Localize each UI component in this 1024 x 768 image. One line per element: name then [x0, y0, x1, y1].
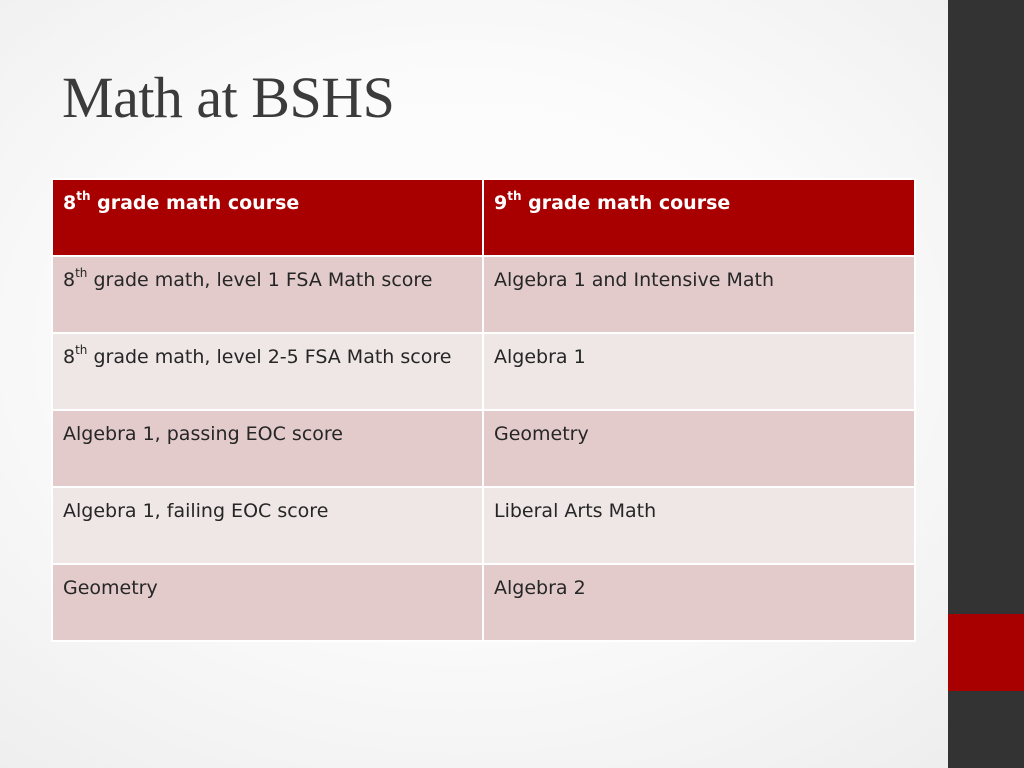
table-cell-9th-course: Algebra 1 [483, 333, 915, 410]
grade-number: 8 [63, 346, 76, 368]
table-row [52, 487, 915, 564]
course-table [51, 178, 916, 642]
header-grade-number: 9 [494, 192, 508, 214]
cell-text: grade math, level 2-5 FSA Math score [87, 346, 452, 368]
grade-number: 8 [63, 269, 76, 291]
table-row [52, 564, 915, 641]
header-label: grade math course [521, 192, 731, 214]
table-cell-8th-course [52, 333, 483, 410]
table-cell-9th-course: Algebra 2 [483, 564, 915, 641]
table-cell-8th-course: Geometry [52, 564, 483, 641]
header-ordinal-suffix: th [76, 188, 91, 203]
table-cell-8th-course: Algebra 1, failing EOC score [52, 487, 483, 564]
header-grade-number: 8 [63, 192, 77, 214]
table-cell-8th-course [52, 256, 483, 333]
cell-text: grade math, level 1 FSA Math score [87, 269, 433, 291]
header-cell-9th-grade [483, 179, 915, 256]
table-row [52, 256, 915, 333]
side-accent-block [948, 614, 1024, 691]
slide-title: Math at BSHS [62, 65, 395, 130]
header-cell-8th-grade [52, 179, 483, 256]
table-row [52, 333, 915, 410]
table-cell-9th-course: Algebra 1 and Intensive Math [483, 256, 915, 333]
ordinal-suffix: th [75, 342, 88, 357]
table-cell-8th-course: Algebra 1, passing EOC score [52, 410, 483, 487]
ordinal-suffix: th [75, 265, 88, 280]
header-label: grade math course [90, 192, 300, 214]
header-ordinal-suffix: th [507, 188, 522, 203]
table-cell-9th-course: Geometry [483, 410, 915, 487]
table-header-row [52, 179, 915, 256]
table-row [52, 410, 915, 487]
table-cell-9th-course: Liberal Arts Math [483, 487, 915, 564]
